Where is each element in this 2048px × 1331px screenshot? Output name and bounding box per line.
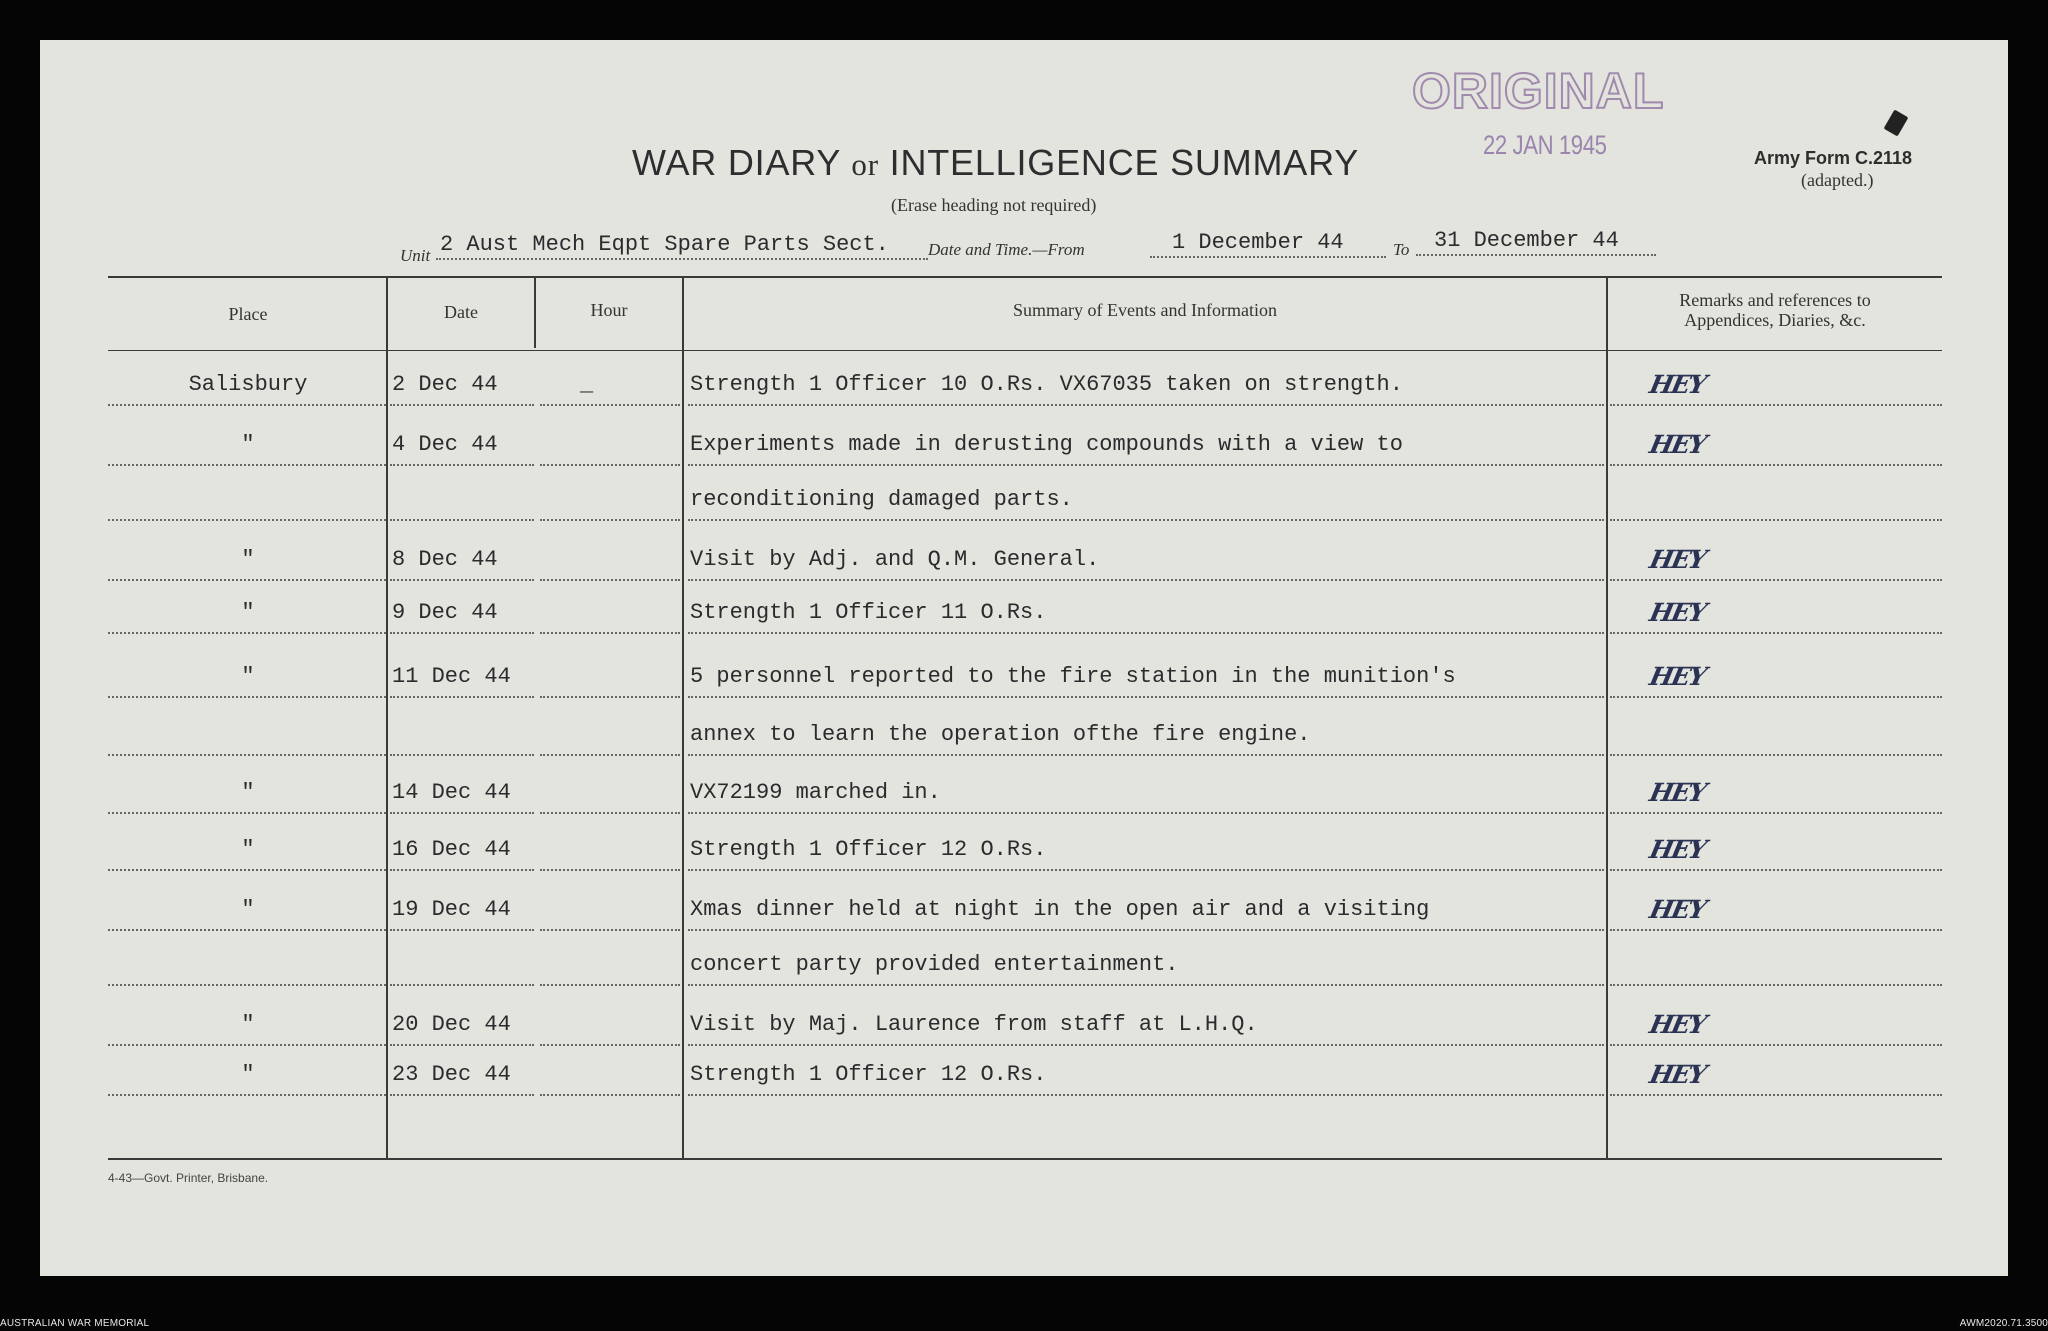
- row-rule: [390, 1044, 534, 1046]
- archive-reference: AWM2020.71.3500: [1959, 1318, 2048, 1329]
- printer-imprint: 4-43—Govt. Printer, Brisbane.: [108, 1171, 269, 1185]
- page-subtitle: (Erase heading not required): [891, 195, 1097, 215]
- row-rule: [1610, 696, 1942, 698]
- row-rule: [540, 579, 680, 581]
- row-date: 4 Dec 44: [392, 432, 498, 457]
- row-rule: [1610, 464, 1942, 466]
- row-rule: [540, 404, 680, 406]
- table-top-rule: [108, 276, 1942, 278]
- row-place: ": [241, 837, 255, 862]
- row-remarks-initials: HEY: [1646, 1010, 1708, 1039]
- row-place: ": [241, 664, 255, 689]
- row-place: ": [241, 897, 255, 922]
- row-rule: [688, 984, 1604, 986]
- row-summary: annex to learn the operation ofthe fire engine.: [690, 722, 1311, 747]
- row-rule: [688, 519, 1604, 521]
- row-rule: [1610, 579, 1942, 581]
- row-rule: [390, 404, 534, 406]
- row-rule: [108, 696, 386, 698]
- row-rule: [390, 464, 534, 466]
- row-rule: [390, 812, 534, 814]
- unit-label: Unit: [400, 246, 431, 265]
- diary-page: [40, 40, 2008, 1276]
- row-rule: [1610, 404, 1942, 406]
- row-summary: Strength 1 Officer 10 O.Rs. VX67035 taken on strength.: [690, 372, 1403, 397]
- row-rule: [108, 519, 386, 521]
- row-rule: [688, 812, 1604, 814]
- row-rule: [540, 984, 680, 986]
- row-rule: [1610, 1044, 1942, 1046]
- row-remarks-initials: HEY: [1646, 370, 1708, 399]
- row-summary: Strength 1 Officer 12 O.Rs.: [690, 837, 1047, 862]
- row-rule: [108, 812, 386, 814]
- row-date: 19 Dec 44: [392, 897, 511, 922]
- row-rule: [108, 929, 386, 931]
- row-rule: [540, 812, 680, 814]
- row-date: 9 Dec 44: [392, 600, 498, 625]
- row-place: ": [241, 600, 255, 625]
- row-rule: [1610, 929, 1942, 931]
- date-time-label: Date and Time.—From: [928, 240, 1085, 259]
- row-remarks-initials: HEY: [1646, 1060, 1708, 1089]
- row-rule: [688, 869, 1604, 871]
- row-rule: [540, 696, 680, 698]
- row-rule: [108, 1094, 386, 1096]
- row-place: ": [241, 547, 255, 572]
- unit-underline: [436, 258, 928, 260]
- row-remarks-initials: HEY: [1646, 895, 1708, 924]
- col-divider-place-date: [386, 278, 388, 1158]
- column-header-remarks: [1608, 290, 1942, 330]
- row-rule: [688, 464, 1604, 466]
- row-remarks-initials: HEY: [1646, 778, 1708, 807]
- row-summary: VX72199 marched in.: [690, 780, 941, 805]
- row-remarks-initials: HEY: [1646, 430, 1708, 459]
- row-rule: [688, 404, 1604, 406]
- row-place: ": [241, 1062, 255, 1087]
- row-rule: [390, 519, 534, 521]
- row-rule: [390, 929, 534, 931]
- column-header-place: Place: [228, 304, 268, 324]
- row-summary: Visit by Adj. and Q.M. General.: [690, 547, 1100, 572]
- date-from-value: 1 December 44: [1172, 230, 1344, 255]
- row-rule: [390, 696, 534, 698]
- row-rule: [688, 696, 1604, 698]
- row-summary: reconditioning damaged parts.: [690, 487, 1073, 512]
- col-divider-summary-remarks: [1606, 278, 1608, 1158]
- row-date: 14 Dec 44: [392, 780, 511, 805]
- row-summary: Experiments made in derusting compounds with a view to: [690, 432, 1403, 457]
- title-part-2: INTELLIGENCE SUMMARY: [889, 142, 1360, 183]
- column-header-date: Date: [444, 302, 478, 322]
- row-place: Salisbury: [188, 372, 308, 397]
- row-date: 23 Dec 44: [392, 1062, 511, 1087]
- original-stamp: ORIGINAL: [1412, 63, 1665, 119]
- row-summary: Strength 1 Officer 12 O.Rs.: [690, 1062, 1047, 1087]
- row-rule: [540, 869, 680, 871]
- row-rule: [1610, 632, 1942, 634]
- row-rule: [540, 632, 680, 634]
- row-rule: [688, 632, 1604, 634]
- row-summary: Strength 1 Officer 11 O.Rs.: [690, 600, 1047, 625]
- row-summary: 5 personnel reported to the fire station in the munition's: [690, 664, 1456, 689]
- header-bottom-rule: [108, 350, 1942, 351]
- row-rule: [108, 869, 386, 871]
- row-rule: [390, 1094, 534, 1096]
- row-rule: [540, 464, 680, 466]
- row-date: 20 Dec 44: [392, 1012, 511, 1037]
- row-rule: [688, 754, 1604, 756]
- row-rule: [390, 984, 534, 986]
- date-to-value: 31 December 44: [1434, 228, 1619, 253]
- row-rule: [540, 1094, 680, 1096]
- title-or: or: [851, 147, 879, 182]
- remarks-header-line-2: Appendices, Diaries, &c.: [1684, 310, 1866, 330]
- row-hour: _: [580, 372, 594, 397]
- row-rule: [1610, 754, 1942, 756]
- row-rule: [390, 869, 534, 871]
- row-date: 8 Dec 44: [392, 547, 498, 572]
- row-rule: [540, 1044, 680, 1046]
- row-rule: [540, 519, 680, 521]
- remarks-header-line-1: Remarks and references to: [1679, 290, 1871, 310]
- date-from-underline: [1150, 256, 1386, 258]
- row-remarks-initials: HEY: [1646, 835, 1708, 864]
- row-rule: [1610, 869, 1942, 871]
- row-rule: [688, 1044, 1604, 1046]
- unit-value: 2 Aust Mech Eqpt Spare Parts Sect.: [440, 232, 889, 257]
- row-remarks-initials: HEY: [1646, 545, 1708, 574]
- row-rule: [108, 579, 386, 581]
- row-rule: [108, 404, 386, 406]
- row-summary: Visit by Maj. Laurence from staff at L.H.Q.: [690, 1012, 1258, 1037]
- row-rule: [688, 929, 1604, 931]
- archive-caption: AUSTRALIAN WAR MEMORIAL: [0, 1318, 150, 1329]
- row-remarks-initials: HEY: [1646, 662, 1708, 691]
- row-summary: concert party provided entertainment.: [690, 952, 1179, 977]
- page-title: [632, 142, 1359, 184]
- row-date: 2 Dec 44: [392, 372, 498, 397]
- row-rule: [390, 632, 534, 634]
- column-header-summary: Summary of Events and Information: [1013, 300, 1277, 320]
- row-rule: [540, 754, 680, 756]
- title-part-1: WAR DIARY: [632, 142, 841, 183]
- row-rule: [108, 632, 386, 634]
- row-date: 11 Dec 44: [392, 664, 511, 689]
- row-rule: [1610, 812, 1942, 814]
- row-rule: [390, 579, 534, 581]
- date-to-underline: [1416, 254, 1656, 256]
- row-place: ": [241, 1012, 255, 1037]
- row-rule: [108, 754, 386, 756]
- row-rule: [108, 984, 386, 986]
- received-date-stamp: 22 JAN 1945: [1483, 130, 1607, 160]
- to-label: To: [1393, 240, 1410, 259]
- row-summary: Xmas dinner held at night in the open air and a visiting: [690, 897, 1430, 922]
- row-rule: [390, 754, 534, 756]
- row-rule: [688, 579, 1604, 581]
- row-rule: [1610, 1094, 1942, 1096]
- row-rule: [540, 929, 680, 931]
- table-bottom-rule: [108, 1158, 1942, 1160]
- col-divider-hour-summary: [682, 278, 684, 1158]
- row-date: 16 Dec 44: [392, 837, 511, 862]
- column-header-hour: Hour: [590, 300, 628, 320]
- row-remarks-initials: HEY: [1646, 598, 1708, 627]
- row-place: ": [241, 432, 255, 457]
- army-form-adapted: (adapted.): [1801, 170, 1874, 190]
- army-form-number: Army Form C.2118: [1754, 148, 1913, 168]
- row-rule: [1610, 519, 1942, 521]
- row-rule: [108, 464, 386, 466]
- row-rule: [1610, 984, 1942, 986]
- row-place: ": [241, 780, 255, 805]
- row-rule: [688, 1094, 1604, 1096]
- row-rule: [108, 1044, 386, 1046]
